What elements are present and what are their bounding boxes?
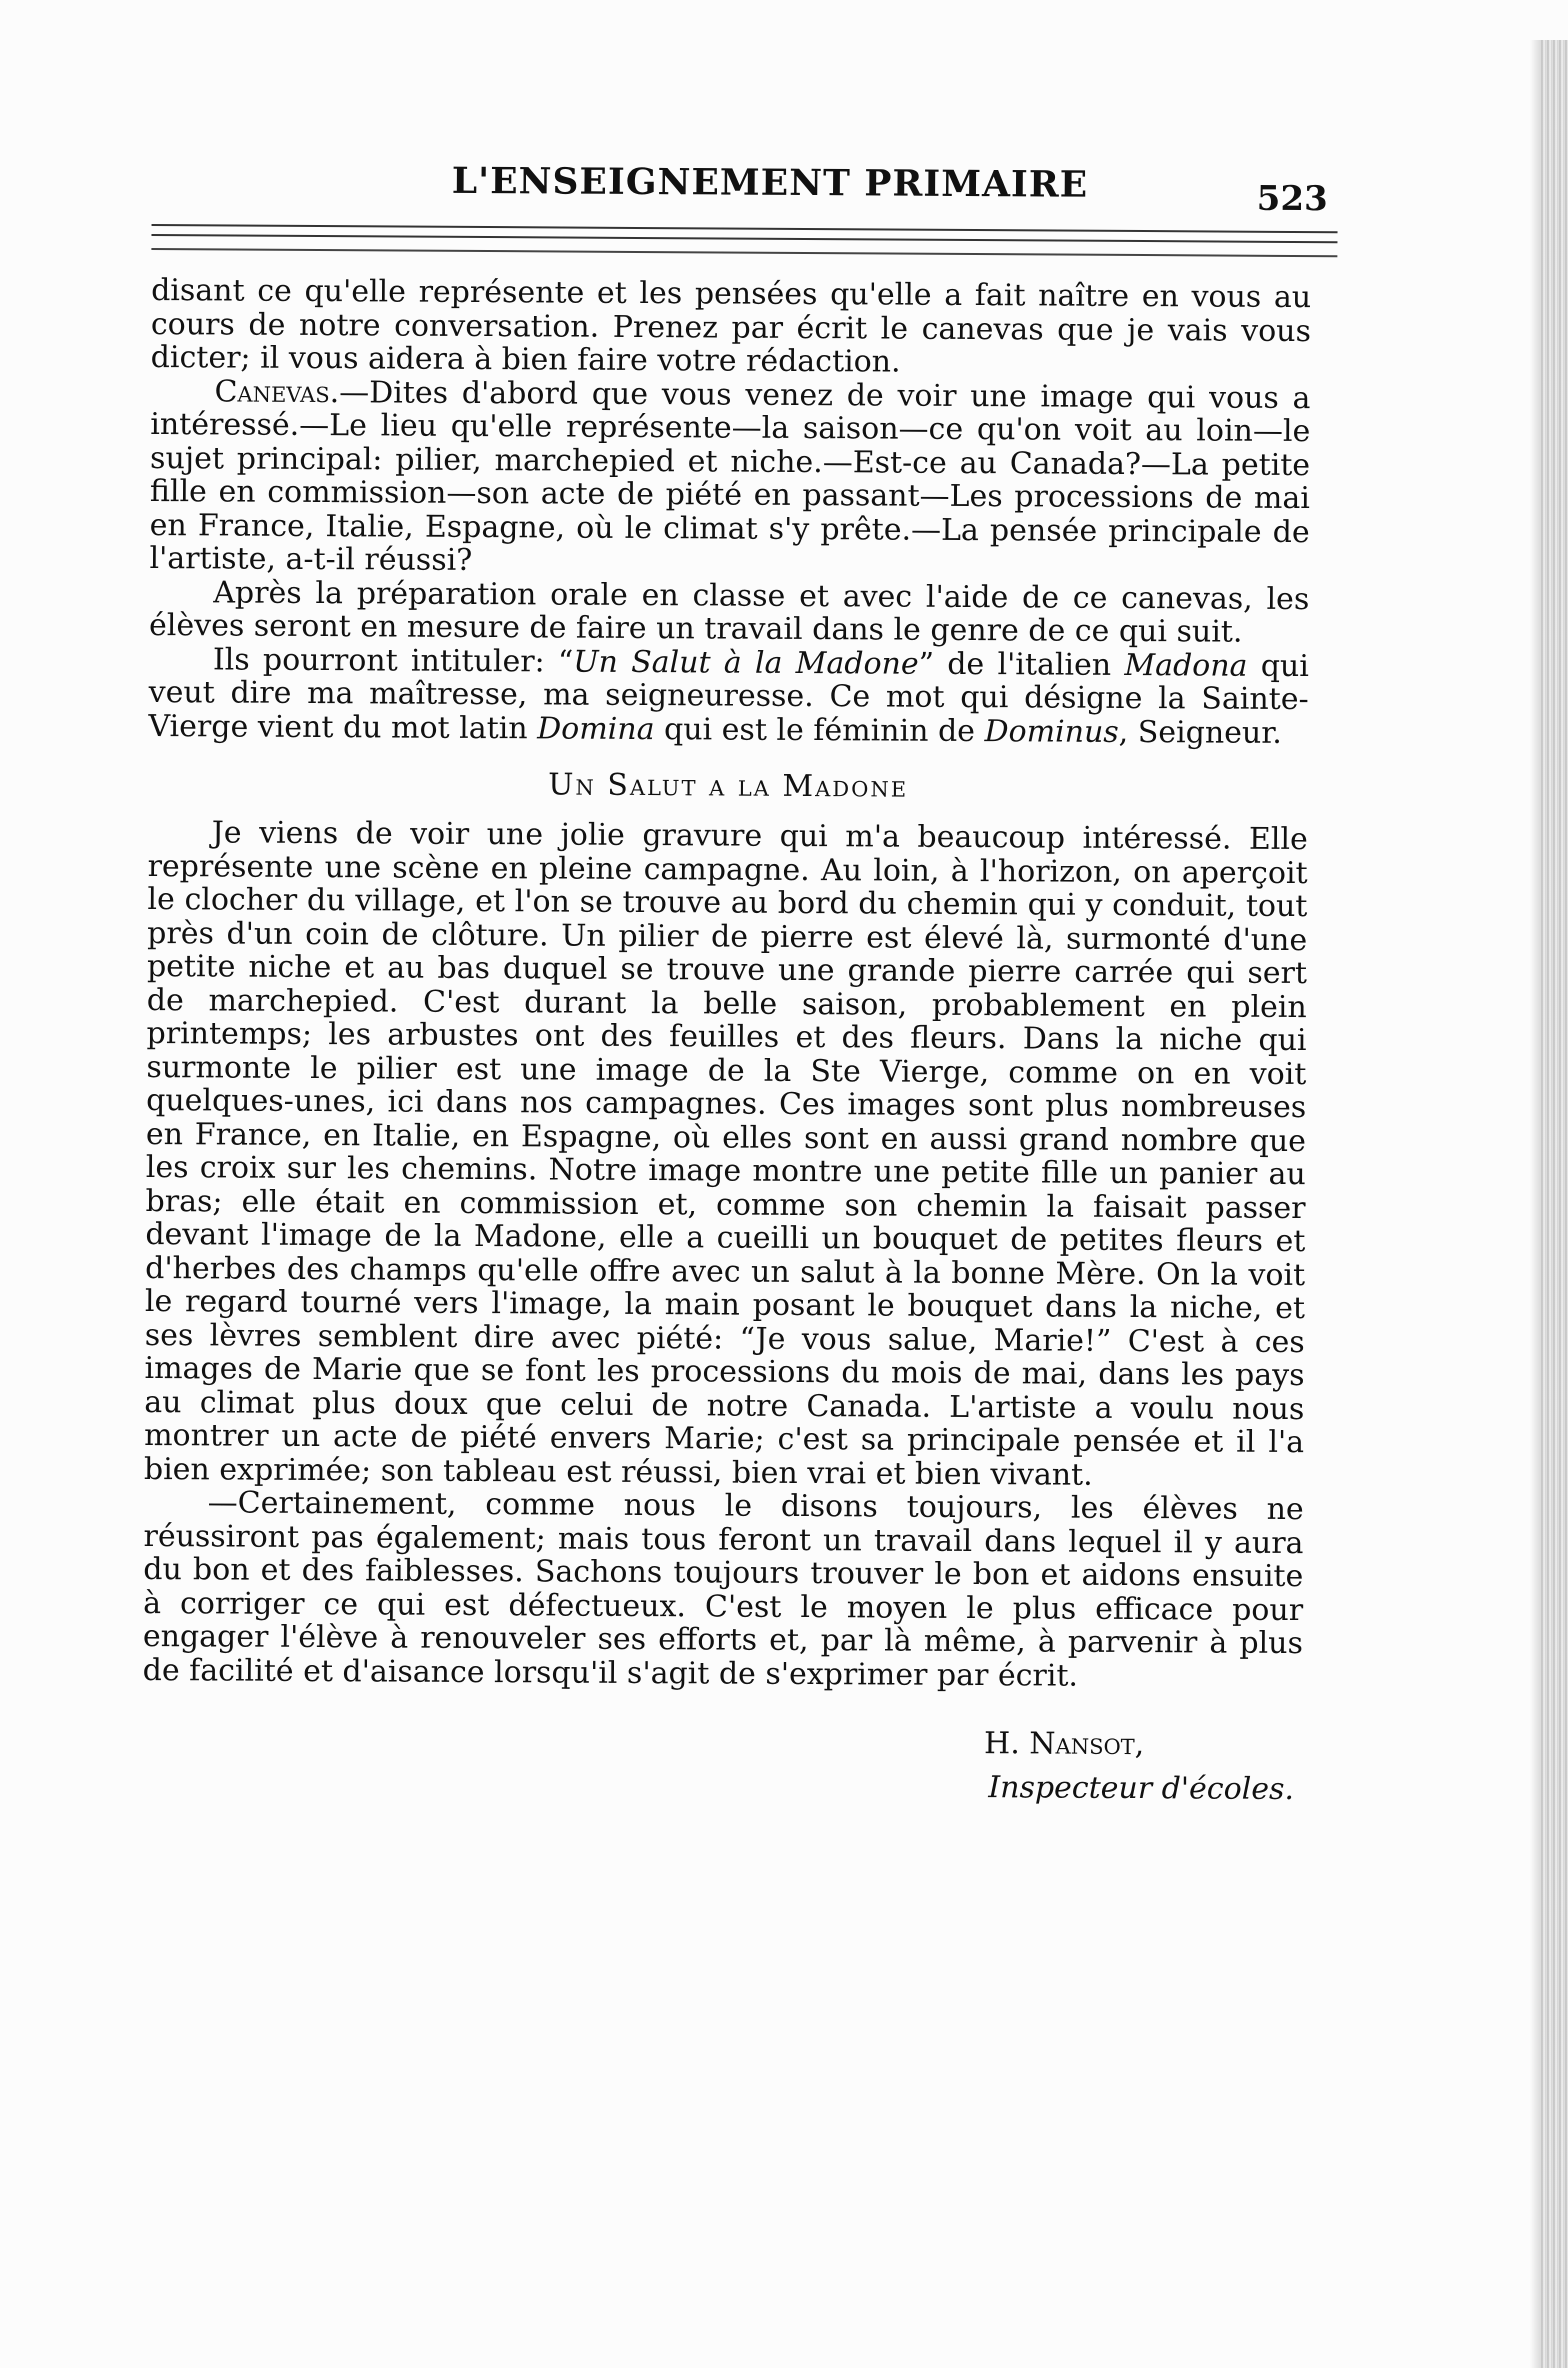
intituler-text-b: ” de l'italien — [918, 646, 1125, 683]
paragraph-canevas — [149, 374, 1310, 582]
paragraph-preparation: Après la préparation orale en classe et avec l'aide de ce canevas, les élèves seront en mesure de faire un travail dans le genre de ce qui suit. — [148, 574, 1310, 650]
canevas-lead: Canevas. — [214, 373, 340, 410]
paragraph-intituler — [148, 642, 1309, 750]
header-single-rule — [151, 248, 1337, 257]
book-gutter-shadow — [1530, 40, 1540, 2368]
intituler-text-e: , Seigneur. — [1118, 714, 1282, 751]
paragraph-intro: disant ce qu'elle représente et les pensées qu'elle a fait naître en vous au cours de notre conversation. Prenez par écrit le canevas que je vais vous dicter; il vous aidera à bien faire votre rédaction. — [150, 272, 1312, 380]
signature-block — [142, 1717, 1303, 1812]
journal-title: L'ENSEIGNEMENT PRIMAIRE — [451, 159, 1089, 206]
book-page-edges — [1540, 40, 1568, 2368]
word-dominus: Dominus — [984, 713, 1119, 750]
header-double-rule — [151, 224, 1337, 243]
intituler-text-a: Ils pourront intituler: “ — [212, 641, 574, 680]
canevas-text: —Dites d'abord que vous venez de voir une image qui vous a intéressé.—Le lieu qu'elle représente—la saison—ce qu'on voit au loin—le sujet principal: pilier, marchepied et niche.—Est-ce au Canada?—La petite fille en commission—son acte de piété en passant—Les processions de mai en France, Italie, Espagne, où le climat s'y prête.—La pensée principale de l'artiste, a-t-il réussi? — [149, 374, 1311, 578]
section-title: Un Salut a la Madone — [548, 767, 909, 805]
intituler-title: Un Salut à la Madone — [573, 644, 919, 682]
word-domina: Domina — [537, 710, 655, 747]
paragraph-conclusion: —Certainement, comme nous le disons toujours, les élèves ne réussiront pas également; mais tous feront un travail dans lequel il y aura du bon et des faiblesses. Sachons toujours trouver le bon et aidons ensuite à corriger ce qui est défectueux. C'est le moyen le plus efficace pour engager l'élève à renouveler ses efforts et, par là même, à parvenir à plus de facilité et d'aisance lorsqu'il s'agit de s'exprimer par écrit. — [142, 1485, 1304, 1694]
paragraph-composition: Je viens de voir une jolie gravure qui m'a beaucoup intéressé. Elle représente une scène en pleine campagne. Au loin, à l'horizon, on aperçoit le clocher du village, et l'on se trouve au bord du chemin qui y conduit, tout près d'un coin de clôture. Un pilier de pierre est élevé là, surmonté d'une petite niche et au bas duquel se trouve une grande pierre carrée qui sert de marchepied. C'est durant la belle saison, probablement en plein printemps; les arbustes ont des feuilles et des fleurs. Dans la niche qui surmonte le pilier est une image de la Ste Vierge, comme on en voit quelques-unes, ici dans nos campagnes. Ces images sont plus nombreuses en France, en Italie, en Espagne, où elles sont en aussi grand nombre que les croix sur les chemins. Notre image montre une petite fille un panier au bras; elle était en commission et, comme son chemin la faisait passer devant l'image de la Madone, elle a cueilli un bouquet de petites fleurs et d'herbes des champs qu'elle offre avec un salut à la bonne Mère. On la voit le regard tourné vers l'image, la main posant le bouquet dans la niche, et ses lèvres semblent dire avec piété: “Je vous salue, Marie!” C'est à ces images de Marie que se font les processions du mois de mai, dans les pays au climat plus doux que celui de notre Canada. L'artiste a voulu nous montrer un acte de piété envers Marie; c'est sa principale pensée et il l'a bien exprimée; son tableau est réussi, bien vrai et bien vivant. — [143, 815, 1308, 1493]
word-madona: Madona — [1124, 647, 1248, 684]
intituler-text-d: qui est le féminin de — [654, 711, 985, 749]
author-name: H. Nansot, — [984, 1726, 1145, 1763]
page-number: 523 — [1256, 178, 1328, 220]
author-role: Inspecteur d'écoles. — [988, 1770, 1295, 1808]
running-header — [152, 150, 1328, 220]
intituler-text-c: qui veut dire ma maîtresse, ma seigneuresse. Ce mot qui désigne la Sainte-Vierge vient du mot latin — [148, 648, 1309, 746]
page-content — [142, 150, 1328, 1812]
